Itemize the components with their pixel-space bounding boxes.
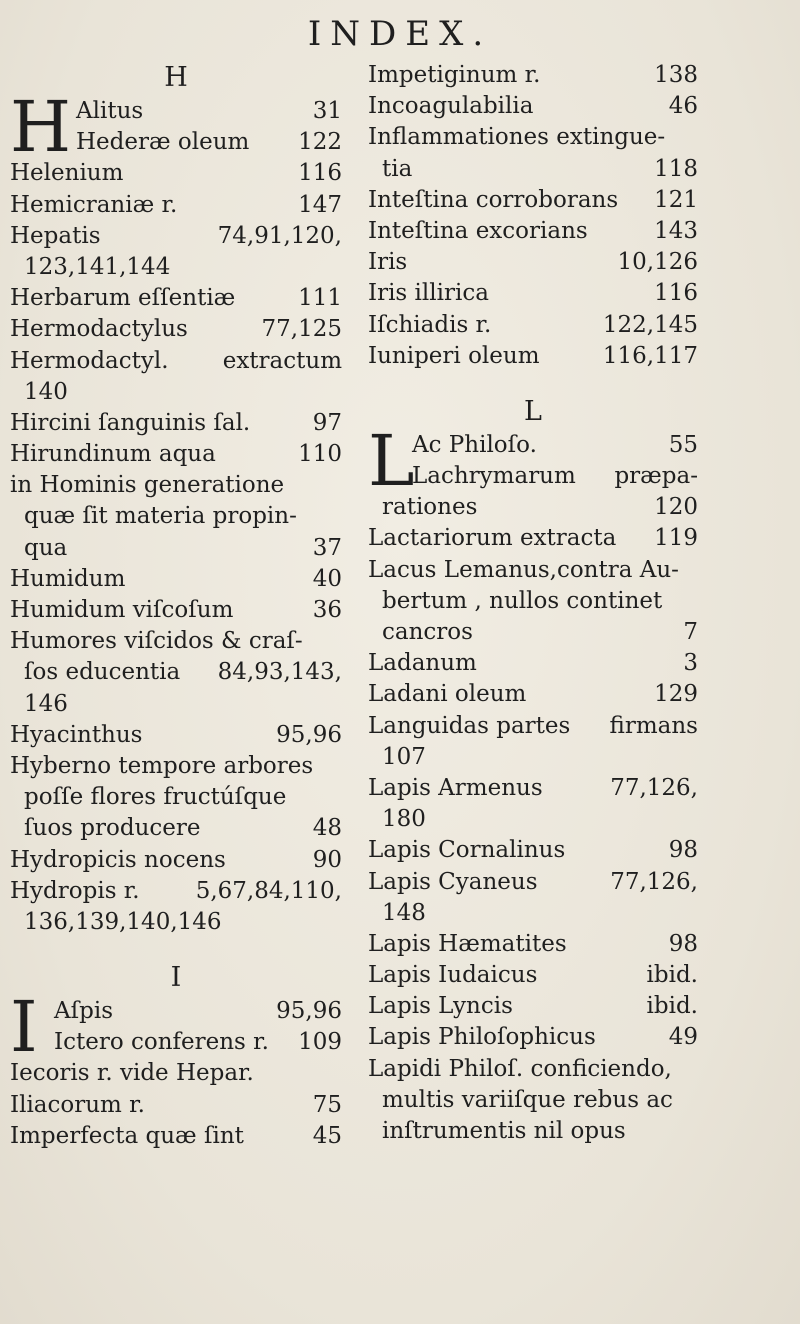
index-entry xyxy=(368,960,698,991)
entry-pages: 116 xyxy=(298,160,342,187)
entry-term: 136,139,140,146 xyxy=(24,908,222,935)
entry-pages: extractum xyxy=(222,347,342,374)
entry-pages: ibid. xyxy=(646,962,698,989)
index-entry xyxy=(368,867,698,898)
entry-term: Ictero conferens r. xyxy=(54,1029,269,1056)
index-entry xyxy=(10,720,342,751)
entry-term: Iris xyxy=(368,249,408,276)
index-entry-continuation xyxy=(10,782,342,813)
entry-term: Lapis Cornalinus xyxy=(368,837,566,864)
index-entry xyxy=(10,408,342,439)
entry-pages: 122,145 xyxy=(602,311,698,338)
index-entry xyxy=(368,91,698,122)
index-entry xyxy=(10,439,342,470)
entry-pages: 45 xyxy=(312,1122,342,1149)
entry-pages: 31 xyxy=(312,98,342,124)
entry-term: Humores viſcidos & craſ- xyxy=(10,628,303,655)
entry-term: Aſpis xyxy=(54,998,114,1025)
index-entry-continuation xyxy=(10,377,342,408)
index-entry xyxy=(368,991,698,1022)
entry-pages: 75 xyxy=(312,1091,342,1118)
entry-term: Ladanum xyxy=(368,650,477,677)
entry-term: Lacus Lemanus,contra Au- xyxy=(368,556,679,583)
entry-term: Hederæ oleum xyxy=(76,129,250,156)
entry-term: 123,141,144 xyxy=(24,253,171,280)
drop-initial-l: L xyxy=(368,419,415,502)
index-entry xyxy=(368,461,698,492)
index-entry xyxy=(10,314,342,345)
entry-pages: 77,125 xyxy=(261,316,342,343)
entry-term: Iecoris r. vide Hepar. xyxy=(10,1060,254,1087)
index-entry-continuation xyxy=(368,492,698,523)
entry-pages: 116,117 xyxy=(602,342,698,369)
right-column xyxy=(368,60,698,1147)
entry-term: Lapidi Philoſ. conficiendo, xyxy=(368,1055,672,1082)
index-entry xyxy=(368,555,698,586)
index-entry xyxy=(368,711,698,742)
entry-term: Hydropis r. xyxy=(10,877,140,904)
entry-term: Hyacinthus xyxy=(10,721,143,748)
entry-term: Humidum xyxy=(10,565,126,592)
entry-term: Helenium xyxy=(10,160,124,187)
entry-term: Lapis Iudaicus xyxy=(368,962,538,989)
entry-term: Imperfecta quæ ſint xyxy=(10,1122,244,1149)
index-entry-continuation xyxy=(368,154,698,185)
entry-term: rationes xyxy=(382,494,478,521)
section-heading-i: I xyxy=(170,962,182,994)
entry-pages: 147 xyxy=(298,191,342,218)
section-heading-h: H xyxy=(164,62,188,93)
initial-block-h xyxy=(10,86,342,168)
entry-pages: 97 xyxy=(312,409,342,436)
entry-term: 140 xyxy=(24,378,68,405)
index-entry xyxy=(10,283,342,314)
index-entry xyxy=(368,247,698,278)
index-entry xyxy=(368,835,698,866)
entry-term: qua xyxy=(24,534,68,561)
entry-pages: 48 xyxy=(312,815,342,842)
entry-pages: 98 xyxy=(668,930,698,957)
entry-term: Iſchiadis r. xyxy=(368,311,492,338)
index-entry xyxy=(368,523,698,554)
entry-term: Incoagulabilia xyxy=(368,93,534,120)
entry-term: Hermodactylus xyxy=(10,316,188,343)
entry-pages: ibid. xyxy=(646,993,698,1020)
entry-pages: 121 xyxy=(654,186,698,213)
entry-term: inſtrumentis nil opus xyxy=(382,1118,626,1144)
entry-term: Inteſtina corroborans xyxy=(368,186,619,213)
index-entry xyxy=(368,310,698,341)
index-entry-continuation xyxy=(10,533,342,564)
initial-block-l xyxy=(368,419,698,502)
left-column xyxy=(10,60,342,1152)
entry-term: Humidum viſcoſum xyxy=(10,597,234,623)
entry-pages: 120 xyxy=(654,494,698,521)
entry-pages: 74,91,120, xyxy=(217,222,342,249)
entry-pages: 110 xyxy=(298,441,342,468)
index-entry xyxy=(10,1090,342,1121)
index-entry xyxy=(368,1054,698,1085)
index-entry xyxy=(10,1058,342,1089)
index-entry xyxy=(10,996,342,1027)
section-heading-l: L xyxy=(524,395,542,427)
index-entry xyxy=(10,564,342,595)
index-entry-continuation xyxy=(368,804,698,835)
entry-pages: 5,67,84,110, xyxy=(195,877,342,904)
index-entry xyxy=(368,278,698,309)
entry-term: in Hominis generatione xyxy=(10,472,285,499)
entry-term: tia xyxy=(382,155,413,182)
entry-pages: 116 xyxy=(654,280,698,307)
entry-pages: 77,126, xyxy=(610,868,698,895)
entry-term: quæ ſit materia propin- xyxy=(24,503,297,530)
index-entry xyxy=(10,876,342,907)
entry-pages: 122 xyxy=(298,129,342,156)
entry-term: 180 xyxy=(382,806,426,833)
index-entry xyxy=(10,346,342,377)
entry-term: Lapis Lyncis xyxy=(368,993,513,1020)
index-entry xyxy=(368,185,698,216)
index-entry xyxy=(368,122,698,153)
entry-pages: 138 xyxy=(654,62,698,88)
entry-pages: 119 xyxy=(654,525,698,552)
index-entry-continuation xyxy=(10,501,342,532)
index-entry-continuation xyxy=(10,813,342,844)
entry-term: Lapis Philoſophicus xyxy=(368,1024,596,1051)
index-entry xyxy=(368,929,698,960)
entry-term: poſſe flores fructúſque xyxy=(24,784,287,811)
entry-pages: 37 xyxy=(312,534,342,561)
entry-pages: 98 xyxy=(668,837,698,864)
drop-initial-h: H xyxy=(10,86,72,168)
entry-term: Hircini ſanguinis ſal. xyxy=(10,409,251,436)
entry-term: Lachrymarum xyxy=(412,463,576,490)
entry-pages: 95,96 xyxy=(276,998,342,1025)
entry-pages: 10,126 xyxy=(617,249,698,276)
entry-term: Hydropicis nocens xyxy=(10,846,226,873)
entry-term: Lactariorum extracta xyxy=(368,525,617,552)
entry-pages: 55 xyxy=(668,431,698,458)
index-entry xyxy=(368,1022,698,1053)
index-entry xyxy=(10,190,342,221)
index-entry-continuation xyxy=(10,907,342,938)
entry-term: ſos educentia xyxy=(24,659,181,686)
index-entry xyxy=(10,221,342,252)
index-entry-continuation xyxy=(10,657,342,688)
index-entry xyxy=(368,430,698,461)
index-entry-continuation xyxy=(10,689,342,720)
entry-term: Inteſtina excorians xyxy=(368,217,588,244)
entry-pages: 40 xyxy=(312,565,342,592)
index-entry xyxy=(368,773,698,804)
entry-pages: 118 xyxy=(654,155,698,182)
index-entry xyxy=(10,845,342,876)
entry-term: Lapis Hæmatites xyxy=(368,930,567,957)
entry-pages: præpa- xyxy=(614,463,698,490)
entry-pages: 3 xyxy=(683,650,698,677)
entry-term: Ac Philoſo. xyxy=(412,431,537,458)
entry-term: Languidas partes xyxy=(368,712,571,739)
entry-term: multis variiſque rebus ac xyxy=(382,1086,673,1113)
index-entry-continuation xyxy=(368,742,698,773)
entry-pages: 49 xyxy=(668,1024,698,1051)
index-entry xyxy=(10,626,342,657)
entry-pages: 84,93,143, xyxy=(217,659,342,686)
entry-pages: 90 xyxy=(312,846,342,873)
entry-term: Herbarum eſſentiæ xyxy=(10,285,236,312)
entry-pages: 129 xyxy=(654,681,698,708)
entry-term: Iris illirica xyxy=(368,280,489,307)
entry-pages: 7 xyxy=(683,619,698,645)
index-entry xyxy=(368,216,698,247)
entry-term: cancros xyxy=(382,619,473,645)
index-entry xyxy=(10,470,342,501)
index-entry xyxy=(10,1121,342,1152)
index-entry xyxy=(368,341,698,372)
entry-pages: 46 xyxy=(668,93,698,120)
entry-pages: 36 xyxy=(312,597,342,623)
index-entry xyxy=(368,679,698,710)
entry-term: Alitus xyxy=(76,98,144,124)
index-entry xyxy=(10,1027,342,1058)
entry-term: Lapis Cyaneus xyxy=(368,868,538,895)
entry-term: Hepatis xyxy=(10,222,101,249)
index-entry xyxy=(10,595,342,626)
index-entry-continuation xyxy=(368,586,698,617)
entry-pages: 111 xyxy=(298,285,342,312)
running-head: INDEX. xyxy=(307,14,493,54)
index-entry xyxy=(368,648,698,679)
entry-term: Iliacorum r. xyxy=(10,1091,145,1118)
entry-term: Hermodactyl. xyxy=(10,347,169,374)
entry-pages: 95,96 xyxy=(276,721,342,748)
index-entry-continuation xyxy=(10,252,342,283)
entry-pages: 143 xyxy=(654,217,698,244)
index-entry-continuation xyxy=(368,1085,698,1116)
drop-initial-i: I xyxy=(10,986,38,1069)
entry-term: 146 xyxy=(24,690,68,717)
index-entry xyxy=(10,751,342,782)
initial-block-i xyxy=(10,986,342,1069)
entry-pages: 77,126, xyxy=(610,774,698,801)
entry-term: Hyberno tempore arbores xyxy=(10,752,314,779)
index-entry xyxy=(368,60,698,91)
entry-term: Ladani oleum xyxy=(368,681,527,708)
entry-term: Hemicraniæ r. xyxy=(10,191,178,218)
entry-term: Iuniperi oleum xyxy=(368,342,540,369)
entry-term: bertum , nullos continet xyxy=(382,587,663,614)
entry-term: Impetiginum r. xyxy=(368,62,541,88)
entry-term: Lapis Armenus xyxy=(368,774,543,801)
index-entry-continuation xyxy=(368,617,698,648)
entry-term: 148 xyxy=(382,899,426,926)
index-entry-continuation xyxy=(368,1116,698,1147)
entry-term: Hirundinum aqua xyxy=(10,441,216,468)
entry-term: ſuos producere xyxy=(24,815,201,842)
entry-term: 107 xyxy=(382,743,426,770)
index-entry-continuation xyxy=(368,898,698,929)
entry-pages: 109 xyxy=(298,1029,342,1056)
entry-pages: firmans xyxy=(609,712,698,739)
entry-term: Inflammationes extingue- xyxy=(368,124,666,151)
